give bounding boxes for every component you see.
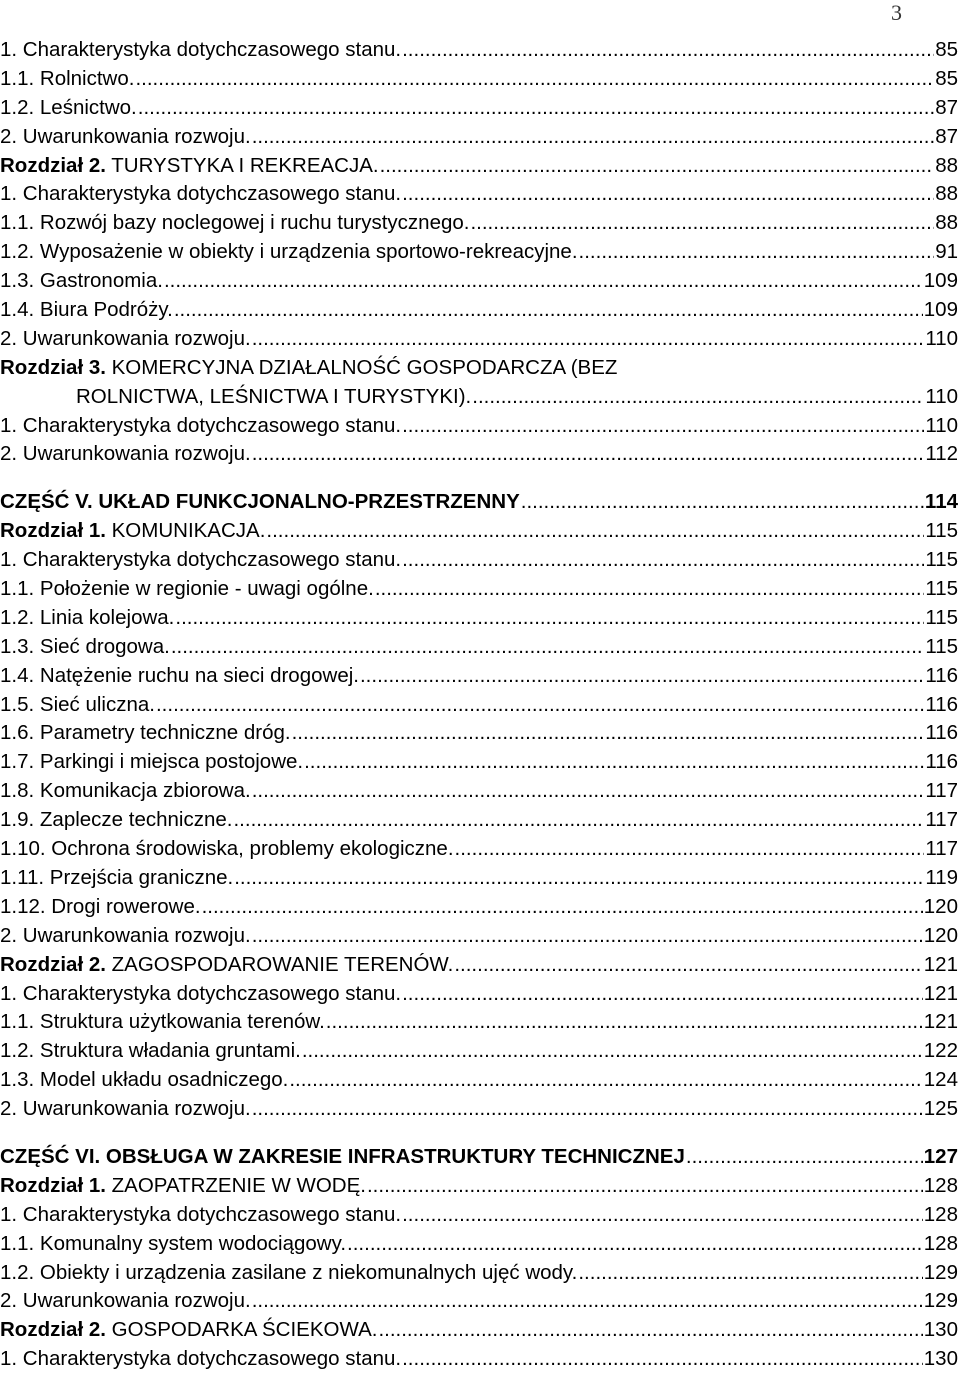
dot-leader <box>470 209 934 238</box>
toc-entry-title <box>0 412 401 441</box>
toc-entry[interactable] <box>0 546 958 575</box>
section-number: 1.4. <box>0 298 35 322</box>
dot-leader <box>252 123 935 152</box>
toc-entry[interactable] <box>0 691 958 720</box>
section-title: Parametry techniczne dróg. <box>34 721 291 745</box>
toc-page-number: 115 <box>925 634 958 658</box>
toc-page-number: 110 <box>925 413 958 437</box>
toc-entry-title <box>0 180 401 209</box>
toc-entry[interactable] <box>0 296 958 325</box>
section-number: 1.3. <box>0 269 35 293</box>
toc-page-number: 128 <box>923 1173 958 1197</box>
toc-page-number: 115 <box>925 605 958 629</box>
section-title: Charakterystyka dotychczasowego stanu. <box>17 182 402 206</box>
toc-entry[interactable] <box>0 922 958 951</box>
toc-chapter-entry[interactable] <box>0 354 958 383</box>
chapter-label: Rozdział 1. <box>0 519 106 543</box>
dot-leader <box>326 1008 923 1037</box>
toc-entry-title <box>0 691 155 720</box>
dot-leader <box>252 325 925 354</box>
section-title: Biura Podróży. <box>34 298 173 322</box>
toc-page-number: 117 <box>925 837 958 861</box>
section-title: ZAGOSPODAROWANIE TERENÓW. <box>105 952 454 976</box>
toc-entry-title <box>0 835 454 864</box>
section-number: 1.6. <box>0 721 35 745</box>
dot-leader <box>289 1066 922 1095</box>
toc-page-number: 129 <box>923 1260 958 1284</box>
section-title: Charakterystyka dotychczasowego stanu. <box>17 981 402 1005</box>
dot-leader <box>304 748 924 777</box>
section-title: Zaplecze techniczne. <box>34 808 233 832</box>
toc-entry-title <box>0 94 137 123</box>
section-number: 1. <box>0 1347 18 1371</box>
toc-page-number: 115 <box>925 548 958 572</box>
toc-entry-title <box>0 1230 346 1259</box>
dot-leader <box>138 94 934 123</box>
toc-entry-title <box>0 325 251 354</box>
section-number: 1. <box>0 1202 18 1226</box>
toc-page-number: 117 <box>925 808 958 832</box>
toc-entry-title <box>0 209 469 238</box>
dot-leader <box>174 296 923 325</box>
toc-entry-title <box>0 488 520 517</box>
section-number: 1.2. <box>0 605 35 629</box>
toc-page-number: 116 <box>925 692 958 716</box>
toc-page-number: 87 <box>935 124 958 148</box>
dot-leader <box>175 604 924 633</box>
toc-page-number: 112 <box>925 442 958 466</box>
toc-entry[interactable] <box>0 65 958 94</box>
toc-entry-title <box>0 267 163 296</box>
toc-entry[interactable] <box>0 1037 958 1066</box>
section-title: Przejścia graniczne. <box>44 865 234 889</box>
toc-entry[interactable] <box>0 267 958 296</box>
section-number: 2. <box>0 124 18 148</box>
toc-entry-title <box>0 354 617 383</box>
toc-entry[interactable] <box>0 412 958 441</box>
toc-entry-title <box>0 1095 251 1124</box>
section-title: Struktura władania gruntami. <box>34 1039 301 1063</box>
toc-entry[interactable] <box>0 325 958 354</box>
toc-entry-title <box>0 517 265 546</box>
dot-leader <box>164 267 923 296</box>
section-title: Rolnictwo. <box>34 66 135 90</box>
dot-leader <box>455 835 925 864</box>
dot-leader <box>252 1287 923 1316</box>
section-number: 2. <box>0 1289 18 1313</box>
section-number: 1.1. <box>0 66 35 90</box>
chapter-label: Rozdział 2. <box>0 952 106 976</box>
section-title: Leśnictwo. <box>34 95 137 119</box>
toc-entry[interactable] <box>0 238 958 267</box>
toc-page-number: 116 <box>925 721 958 745</box>
toc-page-number: 110 <box>925 384 958 408</box>
toc-entry-title <box>0 238 578 267</box>
toc-entry-title <box>0 1345 401 1374</box>
section-title: Uwarunkowania rozwoju. <box>17 326 251 350</box>
section-number: 1. <box>0 548 18 572</box>
toc-entry[interactable] <box>0 980 958 1009</box>
toc-page-number: 116 <box>925 663 958 687</box>
toc-entry-title <box>0 719 291 748</box>
toc-page-number: 109 <box>923 298 958 322</box>
toc-entry[interactable] <box>0 835 958 864</box>
section-title: KOMERCYJNA DZIAŁALNOŚĆ GOSPODARCZA (BEZ <box>105 355 618 379</box>
section-number: 2. <box>0 923 18 947</box>
toc-page-number: 130 <box>923 1347 958 1371</box>
toc-entry[interactable] <box>0 633 958 662</box>
toc-page-number: 88 <box>935 153 958 177</box>
section-title: ZAOPATRZENIE W WODĘ. <box>105 1173 366 1197</box>
section-spacer <box>0 469 958 488</box>
toc-entry-title <box>0 922 251 951</box>
section-number: 1.5. <box>0 692 35 716</box>
section-number: 1. <box>0 413 18 437</box>
dot-leader <box>402 546 924 575</box>
dot-leader <box>292 719 925 748</box>
section-number: 1.1. <box>0 1231 35 1255</box>
part-title: CZĘŚĆ V. UKŁAD FUNKCJONALNO-PRZESTRZENNY <box>0 490 520 514</box>
section-number: 1.4. <box>0 663 35 687</box>
section-title: TURYSTYKA I REKREACJA. <box>105 153 379 177</box>
section-number: 1.3. <box>0 1068 35 1092</box>
dot-leader <box>266 517 924 546</box>
dot-leader <box>360 662 924 691</box>
toc-page-number: 128 <box>923 1231 958 1255</box>
section-number: 1. <box>0 38 18 61</box>
toc-page-number: 120 <box>923 923 958 947</box>
toc-page-number: 128 <box>923 1202 958 1226</box>
toc-entry[interactable] <box>0 864 958 893</box>
section-title: Rozwój bazy noclegowej i ruchu turystycznego. <box>34 211 470 235</box>
dot-leader <box>252 922 923 951</box>
section-title: Obiekty i urządzenia zasilane z niekomunalnych ujęć wody. <box>34 1260 578 1284</box>
dot-leader <box>233 806 924 835</box>
toc-entry-title <box>0 893 201 922</box>
dot-leader <box>375 575 925 604</box>
section-spacer <box>0 1124 958 1143</box>
section-title: Linia kolejowa. <box>34 605 175 629</box>
toc-page-number: 115 <box>925 577 958 601</box>
toc-entry-title <box>0 748 303 777</box>
page-number: 3 <box>891 0 902 25</box>
toc-entry[interactable] <box>0 1230 958 1259</box>
toc-entry-title <box>0 296 173 325</box>
toc-entry-title <box>0 1008 325 1037</box>
toc-entry-title <box>0 1037 301 1066</box>
toc-entry-title <box>0 633 170 662</box>
toc-part-entry[interactable] <box>0 1143 958 1172</box>
section-number: 1.1. <box>0 577 35 601</box>
toc-entry-title <box>0 662 359 691</box>
toc-entry[interactable] <box>0 94 958 123</box>
toc-page-number: 121 <box>923 1010 958 1034</box>
toc-chapter-entry[interactable] <box>0 1172 958 1201</box>
toc-entry[interactable] <box>0 604 958 633</box>
section-title: Sieć drogowa. <box>34 634 170 658</box>
toc-entry[interactable] <box>0 1259 958 1288</box>
section-title: Model układu osadniczego. <box>34 1068 289 1092</box>
toc-entry[interactable] <box>0 209 958 238</box>
toc-page-number: 110 <box>925 326 958 350</box>
toc-entry-title <box>0 1287 251 1316</box>
toc-entry[interactable] <box>0 777 958 806</box>
section-number: 1.2. <box>0 95 35 119</box>
section-title: GOSPODARKA ŚCIEKOWA. <box>105 1318 378 1342</box>
dot-leader <box>156 691 924 720</box>
section-number: 2. <box>0 442 18 466</box>
section-title: Parkingi i miejsca postojowe. <box>34 750 304 774</box>
chapter-label: Rozdział 1. <box>0 1173 106 1197</box>
chapter-label: Rozdział 2. <box>0 153 106 177</box>
dot-leader <box>347 1230 923 1259</box>
toc-entry-title <box>0 546 401 575</box>
toc-page-number: 116 <box>925 750 958 774</box>
dot-leader <box>521 488 924 517</box>
section-number: 1.12. <box>0 894 46 918</box>
dot-leader <box>252 777 925 806</box>
toc-entry[interactable] <box>0 719 958 748</box>
chapter-label: Rozdział 3. <box>0 355 106 379</box>
toc-entry-title <box>0 864 233 893</box>
section-number: 1. <box>0 981 18 1005</box>
section-title: Drogi rowerowe. <box>45 894 201 918</box>
toc-page-number: 127 <box>923 1144 958 1168</box>
dot-leader <box>579 238 935 267</box>
toc-entry-title <box>0 951 453 980</box>
section-title: KOMUNIKACJA. <box>105 519 266 543</box>
dot-leader <box>367 1172 923 1201</box>
toc-entry-title <box>0 1201 401 1230</box>
section-title: Gastronomia. <box>34 269 163 293</box>
toc-entry[interactable] <box>0 123 958 152</box>
toc-page-number: 85 <box>935 38 958 61</box>
section-title: Charakterystyka dotychczasowego stanu. <box>17 1202 402 1226</box>
toc-entry-continuation[interactable] <box>0 383 958 412</box>
section-number: 1.2. <box>0 1260 35 1284</box>
toc-entry-title <box>0 36 401 65</box>
dot-leader <box>171 633 925 662</box>
section-title: Charakterystyka dotychczasowego stanu. <box>17 1347 402 1371</box>
toc-entry-title <box>0 440 251 469</box>
toc-entry-title <box>0 604 174 633</box>
toc-page-number: 124 <box>923 1068 958 1092</box>
toc-entry-title <box>0 1143 685 1172</box>
toc-page-number: 115 <box>925 519 958 543</box>
dot-leader <box>402 1201 923 1230</box>
section-number: 2. <box>0 326 18 350</box>
toc-page-number: 85 <box>935 66 958 90</box>
toc-entry-title <box>0 123 251 152</box>
section-title: Natężenie ruchu na sieci drogowej. <box>34 663 359 687</box>
toc-page-number: 88 <box>935 182 958 206</box>
dot-leader <box>252 1095 923 1124</box>
toc-page-number: 121 <box>923 981 958 1005</box>
toc-page-number: 88 <box>935 211 958 235</box>
toc-entry[interactable] <box>0 748 958 777</box>
section-title: Uwarunkowania rozwoju. <box>17 923 251 947</box>
toc-page-number: 91 <box>935 240 958 264</box>
section-title: Charakterystyka dotychczasowego stanu. <box>17 38 402 61</box>
section-number: 1.7. <box>0 750 35 774</box>
part-title: CZĘŚĆ VI. OBSŁUGA W ZAKRESIE INFRASTRUKTURY TECHNICZNEJ <box>0 1144 685 1168</box>
toc-entry[interactable] <box>0 1066 958 1095</box>
toc-entry[interactable] <box>0 1287 958 1316</box>
section-number: 1.2. <box>0 1039 35 1063</box>
toc-entry[interactable] <box>0 36 958 65</box>
toc-entry[interactable] <box>0 893 958 922</box>
toc-entry-title <box>0 777 251 806</box>
toc-entry-title <box>0 806 232 835</box>
section-title: Uwarunkowania rozwoju. <box>17 124 251 148</box>
dot-leader <box>135 65 934 94</box>
section-number: 1. <box>0 182 18 206</box>
toc-page-number: 122 <box>923 1039 958 1063</box>
dot-leader <box>378 1316 922 1345</box>
toc-entry-title <box>0 1316 377 1345</box>
toc-entry-title <box>0 980 401 1009</box>
dot-leader <box>252 440 925 469</box>
toc-page-number: 125 <box>923 1097 958 1121</box>
toc-entry-title <box>0 575 374 604</box>
toc-entry[interactable] <box>0 662 958 691</box>
section-number: 1.9. <box>0 808 35 832</box>
toc-chapter-entry[interactable] <box>0 1316 958 1345</box>
toc-entry-title <box>0 1259 577 1288</box>
section-title: Charakterystyka dotychczasowego stanu. <box>17 413 402 437</box>
toc-entry-title <box>0 152 379 181</box>
toc-page-number: 109 <box>923 269 958 293</box>
toc-entry[interactable] <box>0 1345 958 1374</box>
toc-page-number: 130 <box>923 1318 958 1342</box>
toc-page-number: 120 <box>923 894 958 918</box>
section-number: 2. <box>0 1097 18 1121</box>
section-title: Położenie w regionie - uwagi ogólne. <box>34 577 374 601</box>
section-title: Ochrona środowiska, problemy ekologiczne. <box>45 837 454 861</box>
section-title: Uwarunkowania rozwoju. <box>17 1289 251 1313</box>
section-number: 1.8. <box>0 779 35 803</box>
toc-entry[interactable] <box>0 575 958 604</box>
dot-leader <box>402 980 923 1009</box>
toc-entry[interactable] <box>0 180 958 209</box>
toc-page-number: 121 <box>923 952 958 976</box>
dot-leader <box>302 1037 923 1066</box>
dot-leader <box>380 152 935 181</box>
dot-leader <box>402 180 934 209</box>
dot-leader <box>472 383 924 412</box>
section-title: Uwarunkowania rozwoju. <box>17 1097 251 1121</box>
section-title-continuation: ROLNICTWA, LEŚNICTWA I TURYSTYKI). <box>76 384 472 408</box>
chapter-label: Rozdział 2. <box>0 1318 106 1342</box>
section-title: Uwarunkowania rozwoju. <box>17 442 251 466</box>
toc-chapter-entry[interactable] <box>0 951 958 980</box>
section-title: Komunikacja zbiorowa. <box>34 779 251 803</box>
toc-page-number: 87 <box>935 95 958 119</box>
toc-chapter-entry[interactable] <box>0 152 958 181</box>
dot-leader <box>402 1345 923 1374</box>
dot-leader <box>402 36 934 65</box>
toc-entry[interactable] <box>0 1095 958 1124</box>
section-number: 1.11. <box>0 865 45 889</box>
section-number: 1.10. <box>0 837 46 861</box>
toc-page-number: 119 <box>925 865 958 889</box>
section-number: 1.1. <box>0 1010 35 1034</box>
toc-entry[interactable] <box>0 806 958 835</box>
dot-leader <box>402 412 924 441</box>
toc-page-number: 129 <box>923 1289 958 1313</box>
toc-part-entry[interactable] <box>0 488 958 517</box>
toc-entry[interactable] <box>0 1201 958 1230</box>
dot-leader <box>234 864 924 893</box>
section-title: Charakterystyka dotychczasowego stanu. <box>17 548 402 572</box>
dot-leader <box>686 1143 923 1172</box>
section-number: 1.3. <box>0 634 35 658</box>
section-title: Struktura użytkowania terenów. <box>34 1010 325 1034</box>
toc-page-number: 117 <box>925 779 958 803</box>
table-of-contents <box>0 36 958 1374</box>
section-title: Komunalny system wodociągowy. <box>34 1231 347 1255</box>
section-title: Wyposażenie w obiekty i urządzenia sportowo-rekreacyjne. <box>34 240 578 264</box>
toc-entry-title <box>0 1066 288 1095</box>
toc-entry-title <box>0 1172 366 1201</box>
toc-entry[interactable] <box>0 440 958 469</box>
section-number: 1.1. <box>0 211 35 235</box>
toc-entry[interactable] <box>0 1008 958 1037</box>
section-number: 1.2. <box>0 240 35 264</box>
toc-page-number: 114 <box>924 490 958 514</box>
dot-leader <box>578 1259 922 1288</box>
dot-leader <box>454 951 922 980</box>
toc-entry-title <box>0 65 134 94</box>
toc-chapter-entry[interactable] <box>0 517 958 546</box>
dot-leader <box>202 893 923 922</box>
section-title: Sieć uliczna. <box>34 692 155 716</box>
